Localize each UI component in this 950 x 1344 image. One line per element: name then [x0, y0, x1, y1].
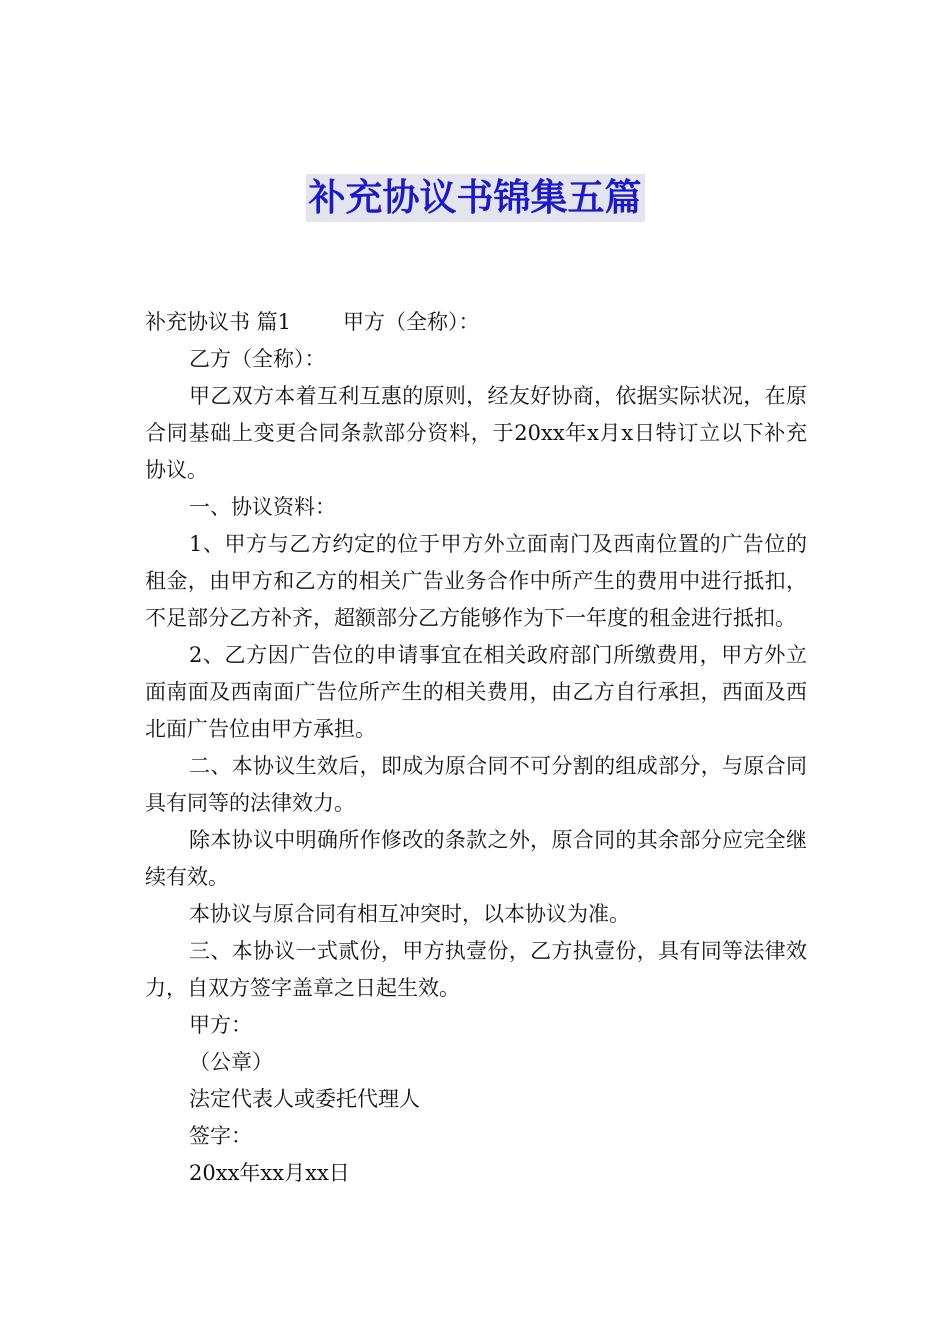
title-container	[0, 174, 950, 222]
party-b-fullname: 乙方（全称）：	[189, 347, 326, 371]
heading-label: 补充协议书 篇1	[145, 310, 292, 334]
signature-seal: （公章）	[189, 1050, 273, 1074]
paragraph-clause-1: 1、甲方与乙方约定的位于甲方外立面南门及西南位置的广告位的租金，由甲方和乙方的相关广告业务合作中所产生的费用中进行抵扣，不足部分乙方补齐，超额部分乙方能够作为下一年度的租金进行抵扣。	[145, 532, 807, 630]
paragraph-conflict: 本协议与原合同有相互冲突时，以本协议为准。	[189, 902, 630, 926]
heading-line	[145, 304, 807, 341]
paragraph-clause-2: 2、乙方因广告位的申请事宜在相关政府部门所缴费用，甲方外立面南面及西南面广告位所产生的相关费用，由乙方自行承担，西面及西北面广告位由甲方承担。	[145, 643, 807, 741]
document-title: 补充协议书锦集五篇	[306, 174, 645, 222]
paragraph-intro: 甲乙双方本着互利互惠的原则，经友好协商，依据实际状况，在原合同基础上变更合同条款部分资料，于20xx年x月x日特订立以下补充协议。	[145, 384, 807, 482]
document-body	[145, 304, 807, 1192]
paragraph-section-3: 三、本协议一式贰份，甲方执壹份，乙方执壹份，具有同等法律效力，自双方签字盖章之日起生效。	[145, 939, 807, 1000]
signature-party-a: 甲方：	[189, 1013, 252, 1037]
paragraph-section-2: 二、本协议生效后，即成为原合同不可分割的组成部分，与原合同具有同等的法律效力。	[145, 754, 807, 815]
party-a-fullname: 甲方（全称）：	[343, 310, 480, 334]
signature-representative: 法定代表人或委托代理人	[189, 1087, 420, 1111]
signature-sign: 签字：	[189, 1124, 252, 1148]
paragraph-section-1-heading: 一、协议资料：	[189, 495, 336, 519]
signature-date: 20xx年xx月xx日	[189, 1161, 350, 1185]
paragraph-remaining-valid: 除本协议中明确所作修改的条款之外，原合同的其余部分应完全继续有效。	[145, 828, 807, 889]
